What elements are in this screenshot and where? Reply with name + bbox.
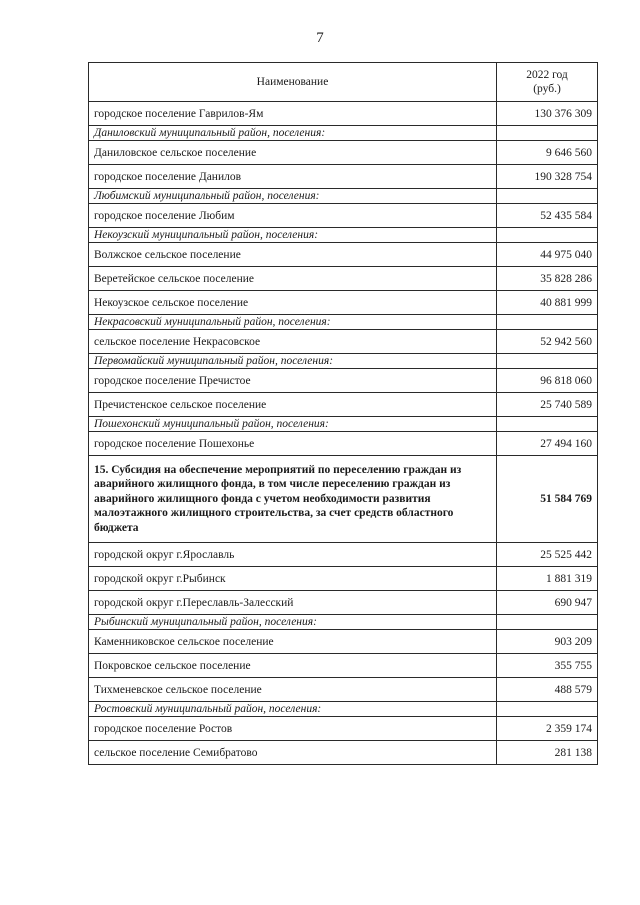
district-heading-row (89, 189, 598, 204)
row-name-cell: Каменниковское сельское поселение (89, 630, 497, 654)
column-header-unit-label: (руб.) (533, 83, 561, 95)
table-row (89, 741, 598, 765)
table-row (89, 543, 598, 567)
district-heading-row (89, 615, 598, 630)
row-amount-cell (497, 702, 598, 717)
row-amount-cell (497, 315, 598, 330)
column-header-year (497, 63, 598, 102)
row-amount-cell: 27 494 160 (497, 432, 598, 456)
row-amount-cell: 2 359 174 (497, 717, 598, 741)
page-number: 7 (316, 30, 324, 46)
row-name-cell: городской округ г.Рыбинск (89, 567, 497, 591)
district-heading-row (89, 228, 598, 243)
table-header-row (89, 63, 598, 102)
row-amount-cell: 488 579 (497, 678, 598, 702)
row-amount-cell: 25 525 442 (497, 543, 598, 567)
row-name-cell: городское поселение Пречистое (89, 369, 497, 393)
column-header-name: Наименование (89, 63, 497, 102)
table-row (89, 654, 598, 678)
row-amount-cell: 190 328 754 (497, 165, 598, 189)
row-amount-cell: 44 975 040 (497, 243, 598, 267)
row-name-cell: городское поселение Любим (89, 204, 497, 228)
table-row (89, 432, 598, 456)
row-name-cell: Веретейское сельское поселение (89, 267, 497, 291)
district-heading-row (89, 354, 598, 369)
row-amount-cell: 51 584 769 (497, 456, 598, 543)
row-amount-cell: 35 828 286 (497, 267, 598, 291)
table-row (89, 102, 598, 126)
row-name-cell: городское поселение Ростов (89, 717, 497, 741)
row-name-cell: городское поселение Гаврилов-Ям (89, 102, 497, 126)
row-amount-cell: 96 818 060 (497, 369, 598, 393)
table-row (89, 267, 598, 291)
row-amount-cell: 52 435 584 (497, 204, 598, 228)
row-amount-cell (497, 615, 598, 630)
row-name-cell: Пошехонский муниципальный район, поселения: (89, 417, 497, 432)
table-row (89, 330, 598, 354)
row-amount-cell (497, 126, 598, 141)
row-name-cell: 15. Субсидия на обеспечение мероприятий по переселению граждан из аварийного жилищного фонда, в том числе переселению граждан из аварийного жилищного фонда с учетом необходимости развития малоэтажного жилищного строительства, за счет средств областного бюджета (89, 456, 497, 543)
table-body (89, 102, 598, 765)
row-amount-cell: 52 942 560 (497, 330, 598, 354)
row-amount-cell: 25 740 589 (497, 393, 598, 417)
row-name-cell: Покровское сельское поселение (89, 654, 497, 678)
row-amount-cell (497, 417, 598, 432)
row-amount-cell: 355 755 (497, 654, 598, 678)
row-amount-cell: 903 209 (497, 630, 598, 654)
table-row (89, 243, 598, 267)
table-row (89, 678, 598, 702)
row-name-cell: городское поселение Пошехонье (89, 432, 497, 456)
row-amount-cell: 1 881 319 (497, 567, 598, 591)
district-heading-row (89, 315, 598, 330)
row-name-cell: городской округ г.Переславль-Залесский (89, 591, 497, 615)
row-amount-cell: 9 646 560 (497, 141, 598, 165)
row-amount-cell: 281 138 (497, 741, 598, 765)
row-name-cell: Любимский муниципальный район, поселения: (89, 189, 497, 204)
table-row (89, 369, 598, 393)
row-name-cell: сельское поселение Некрасовское (89, 330, 497, 354)
district-heading-row (89, 702, 598, 717)
table-row (89, 567, 598, 591)
table-row (89, 291, 598, 315)
row-amount-cell (497, 228, 598, 243)
row-name-cell: Даниловское сельское поселение (89, 141, 497, 165)
row-name-cell: городское поселение Данилов (89, 165, 497, 189)
table-row (89, 204, 598, 228)
row-name-cell: Пречистенское сельское поселение (89, 393, 497, 417)
district-heading-row (89, 126, 598, 141)
row-name-cell: Некоузский муниципальный район, поселения: (89, 228, 497, 243)
budget-table (88, 62, 598, 765)
row-name-cell: Тихменевское сельское поселение (89, 678, 497, 702)
row-name-cell: Даниловский муниципальный район, поселения: (89, 126, 497, 141)
row-name-cell: Ростовский муниципальный район, поселения: (89, 702, 497, 717)
table-row (89, 141, 598, 165)
row-name-cell: Первомайский муниципальный район, поселения: (89, 354, 497, 369)
row-name-cell: сельское поселение Семибратово (89, 741, 497, 765)
row-amount-cell: 690 947 (497, 591, 598, 615)
row-name-cell: Рыбинский муниципальный район, поселения: (89, 615, 497, 630)
row-amount-cell: 40 881 999 (497, 291, 598, 315)
row-amount-cell (497, 189, 598, 204)
table-row (89, 591, 598, 615)
section-heading-row (89, 456, 598, 543)
table-row (89, 165, 598, 189)
column-header-year-label: 2022 год (526, 69, 568, 81)
table-row (89, 393, 598, 417)
row-amount-cell (497, 354, 598, 369)
row-name-cell: Некрасовский муниципальный район, поселения: (89, 315, 497, 330)
table-row (89, 630, 598, 654)
row-name-cell: городской округ г.Ярославль (89, 543, 497, 567)
table-row (89, 717, 598, 741)
row-amount-cell: 130 376 309 (497, 102, 598, 126)
row-name-cell: Волжское сельское поселение (89, 243, 497, 267)
district-heading-row (89, 417, 598, 432)
row-name-cell: Некоузское сельское поселение (89, 291, 497, 315)
